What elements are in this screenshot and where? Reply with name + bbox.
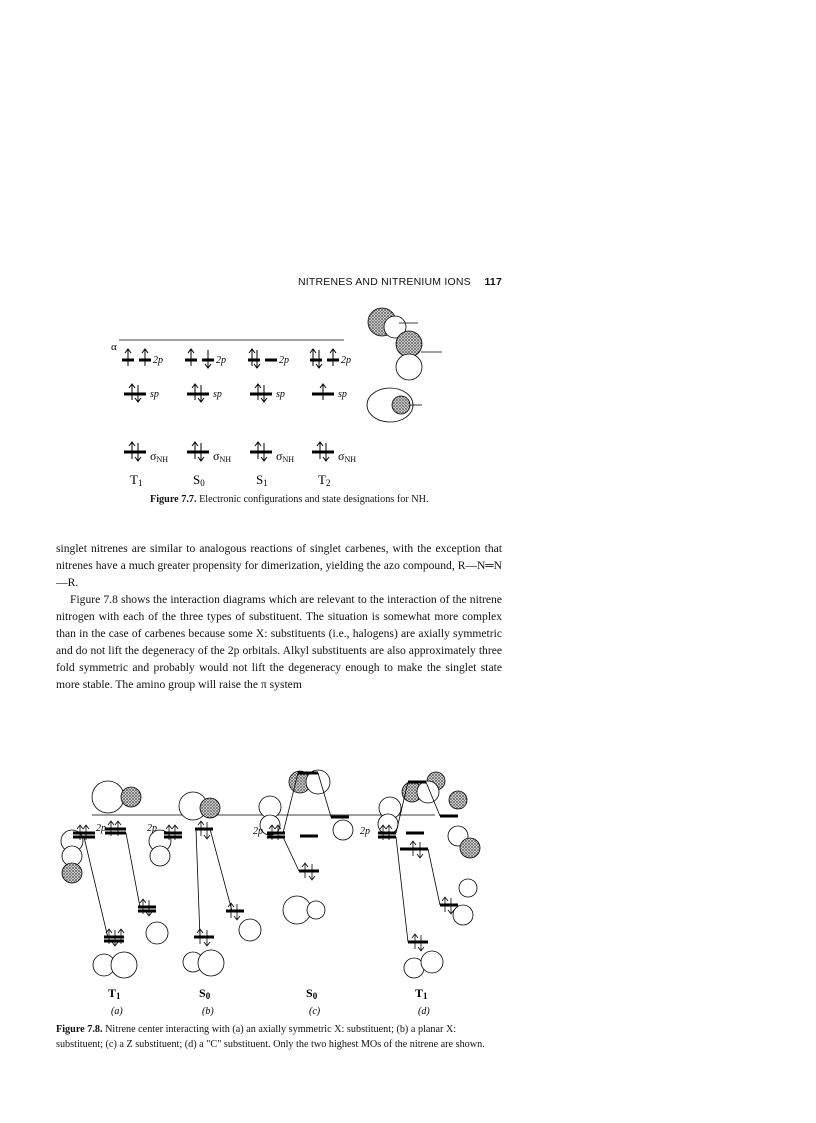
running-title: NITRENES AND NITRENIUM IONS xyxy=(298,276,471,288)
panel-a-letter: (a) xyxy=(111,1006,123,1017)
label-sigma-S0: σNH xyxy=(213,449,232,464)
label-2p-T1: 2p xyxy=(153,355,163,366)
panel-d-2p-label: 2p xyxy=(360,826,370,837)
state-T2: T2 xyxy=(318,472,331,488)
figure-7-8-caption-label: Figure 7.8. xyxy=(56,1024,103,1035)
state-T1: T1 xyxy=(130,472,143,488)
figure-7-7-caption-label: Figure 7.7. xyxy=(150,494,197,505)
panel-b-state: S0 xyxy=(199,986,211,1001)
alpha-label: α xyxy=(111,341,117,353)
panel-a xyxy=(61,781,168,978)
panel-d xyxy=(378,772,480,978)
label-sp-S0: sp xyxy=(213,389,222,400)
body-paragraph-2: Figure 7.8 shows the interaction diagrams which are relevant to the interaction of the nitrene nitrogen with each of the three types of substituent. The situation is somewhat more complex than in the case of carbenes because some X: substituents (i.e., halogens) are axially symmetric and do not lift the degeneracy of the 2p orbitals. Alkyl substituents are also approximately three fold symmetric and probably would not lift the degeneracy enough to make the singlet state more stable. The amino group will raise the π system xyxy=(56,593,502,691)
label-2p-S1: 2p xyxy=(279,355,289,366)
panel-d-state: T1 xyxy=(415,986,428,1001)
panel-a-state: T1 xyxy=(108,986,121,1001)
label-sp-S1: sp xyxy=(276,389,285,400)
state-S1: S1 xyxy=(256,472,268,488)
panel-a-2p-label: 2p xyxy=(96,823,106,834)
state-S0: S0 xyxy=(193,472,205,488)
figure-7-8-caption-text: Nitrene center interacting with (a) an axially symmetric X: substituent; (b) a planar X: substituent; (c) a Z substituent; (d) a "C" substituent. Only the two highest MOs of the nitrene are shown. xyxy=(56,1024,485,1050)
page-number: 117 xyxy=(484,276,502,288)
panel-b-letter: (b) xyxy=(202,1006,214,1017)
panel-b-2p-label: 2p xyxy=(147,823,157,834)
body-paragraph-1: singlet nitrenes are similar to analogous reactions of singlet carbenes, with the exception that nitrenes have a much greater propensity for dimerization, yielding the azo compound, R—N═N—R. xyxy=(56,542,502,589)
panel-c xyxy=(259,770,353,924)
label-sp-T2: sp xyxy=(338,389,347,400)
panel-b xyxy=(149,792,261,976)
figure-7-7-caption-text: Electronic configurations and state designations for NH. xyxy=(199,494,429,505)
label-2p-T2: 2p xyxy=(341,355,351,366)
label-sp-T1: sp xyxy=(150,389,159,400)
label-sigma-T2: σNH xyxy=(338,449,357,464)
panel-c-state: S0 xyxy=(306,986,318,1001)
label-sigma-T1: σNH xyxy=(150,449,169,464)
panel-c-letter: (c) xyxy=(309,1006,321,1017)
figure-7-8-caption xyxy=(56,1022,502,1052)
panel-d-letter: (d) xyxy=(418,1006,430,1017)
panel-c-2p-label: 2p xyxy=(253,826,263,837)
label-sigma-S1: σNH xyxy=(276,449,295,464)
label-2p-S0: 2p xyxy=(216,355,226,366)
